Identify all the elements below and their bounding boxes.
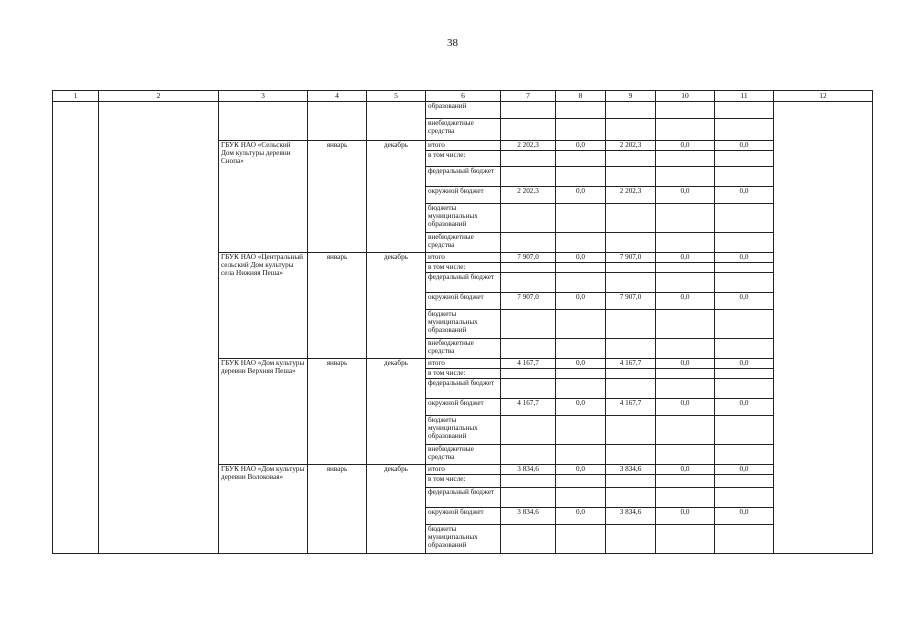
column-header: 10 (656, 91, 715, 102)
row-label: бюджеты муниципальных образований (426, 525, 501, 554)
value-cell: 4 167,7 (501, 399, 556, 416)
start-month: январь (308, 141, 367, 253)
value-cell: 0,0 (556, 465, 606, 475)
end-month: декабрь (367, 253, 426, 359)
row-label: федеральный бюджет (426, 273, 501, 293)
cell-col12 (774, 102, 873, 554)
column-header: 3 (219, 91, 308, 102)
start-month: январь (308, 359, 367, 465)
value-cell: 0,0 (556, 141, 606, 151)
row-label: бюджеты муниципальных образований (426, 310, 501, 339)
row-label: в том числе: (426, 263, 501, 273)
end-month: декабрь (367, 141, 426, 253)
column-header: 8 (556, 91, 606, 102)
row-label: внебюджетные средства (426, 445, 501, 465)
value-cell: 4 167,7 (606, 399, 656, 416)
row-label: в том числе: (426, 475, 501, 488)
value-cell: 0,0 (715, 359, 774, 369)
row-label: итого (426, 253, 501, 263)
cell-end-empty (367, 102, 426, 141)
organization-name: ГБУК НАО «Дом культуры деревни Волоковая» (219, 465, 308, 554)
row-label: итого (426, 359, 501, 369)
column-header: 11 (715, 91, 774, 102)
cell-start-empty (308, 102, 367, 141)
column-header: 4 (308, 91, 367, 102)
cell-col1 (53, 102, 99, 554)
value-cell: 3 834,6 (501, 508, 556, 525)
value-cell: 0,0 (656, 399, 715, 416)
column-header: 1 (53, 91, 99, 102)
value-cell: 2 202,3 (606, 187, 656, 204)
cell-org-empty (219, 102, 308, 141)
row-label: бюджеты муниципальных образований (426, 416, 501, 445)
row-label: в том числе: (426, 151, 501, 167)
value-cell: 7 907,0 (501, 293, 556, 310)
value-cell: 2 202,3 (501, 187, 556, 204)
row-label: внебюджетные средства (426, 119, 501, 141)
row-label: внебюджетные средства (426, 339, 501, 359)
column-header: 7 (501, 91, 556, 102)
value-cell: 0,0 (656, 293, 715, 310)
value-cell: 0,0 (556, 359, 606, 369)
value-cell: 0,0 (715, 399, 774, 416)
table-row (53, 102, 873, 119)
value-cell: 0,0 (556, 253, 606, 263)
value-cell: 4 167,7 (501, 359, 556, 369)
row-label: внебюджетные средства (426, 233, 501, 253)
value-cell: 0,0 (715, 293, 774, 310)
row-label: федеральный бюджет (426, 167, 501, 187)
value-cell: 0,0 (656, 465, 715, 475)
row-label: окружной бюджет (426, 187, 501, 204)
value-cell: 0,0 (556, 187, 606, 204)
row-label: итого (426, 141, 501, 151)
start-month: январь (308, 253, 367, 359)
value-cell: 7 907,0 (606, 293, 656, 310)
row-label: окружной бюджет (426, 508, 501, 525)
value-cell: 0,0 (656, 359, 715, 369)
value-cell: 2 202,3 (501, 141, 556, 151)
header-row (53, 91, 873, 102)
value-cell: 3 834,6 (606, 508, 656, 525)
column-header: 12 (774, 91, 873, 102)
value-cell: 0,0 (715, 253, 774, 263)
page-number: 38 (447, 37, 458, 49)
organization-name: ГБУК НАО «Дом культуры деревни Верхняя Пеша» (219, 359, 308, 465)
row-label: окружной бюджет (426, 399, 501, 416)
value-cell: 0,0 (715, 141, 774, 151)
end-month: декабрь (367, 359, 426, 465)
row-label: окружной бюджет (426, 293, 501, 310)
value-cell: 0,0 (556, 293, 606, 310)
cell-col2 (99, 102, 219, 554)
start-month: январь (308, 465, 367, 554)
row-label: в том числе: (426, 369, 501, 379)
value-cell: 3 834,6 (501, 465, 556, 475)
organization-name: ГБУК НАО «Центральный сельский Дом культуры села Нижняя Пеша» (219, 253, 308, 359)
end-month: декабрь (367, 465, 426, 554)
row-label: федеральный бюджет (426, 379, 501, 399)
value-cell: 2 202,3 (606, 141, 656, 151)
row-label: федеральный бюджет (426, 488, 501, 508)
value-cell: 0,0 (656, 508, 715, 525)
row-label: бюджеты муниципальных образований (426, 204, 501, 233)
value-cell: 3 834,6 (606, 465, 656, 475)
row-label: образований (426, 102, 501, 119)
budget-table (52, 90, 873, 554)
value-cell: 0,0 (556, 399, 606, 416)
column-header: 9 (606, 91, 656, 102)
column-header: 6 (426, 91, 501, 102)
organization-name: ГБУК НАО «Сельский Дом культуры деревни Снопа» (219, 141, 308, 253)
column-header: 2 (99, 91, 219, 102)
value-cell: 0,0 (715, 465, 774, 475)
value-cell: 0,0 (715, 187, 774, 204)
value-cell: 0,0 (656, 141, 715, 151)
value-cell: 7 907,0 (501, 253, 556, 263)
value-cell: 7 907,0 (606, 253, 656, 263)
value-cell: 0,0 (656, 253, 715, 263)
column-header: 5 (367, 91, 426, 102)
value-cell: 4 167,7 (606, 359, 656, 369)
value-cell: 0,0 (715, 508, 774, 525)
value-cell: 0,0 (556, 508, 606, 525)
value-cell: 0,0 (656, 187, 715, 204)
row-label: итого (426, 465, 501, 475)
